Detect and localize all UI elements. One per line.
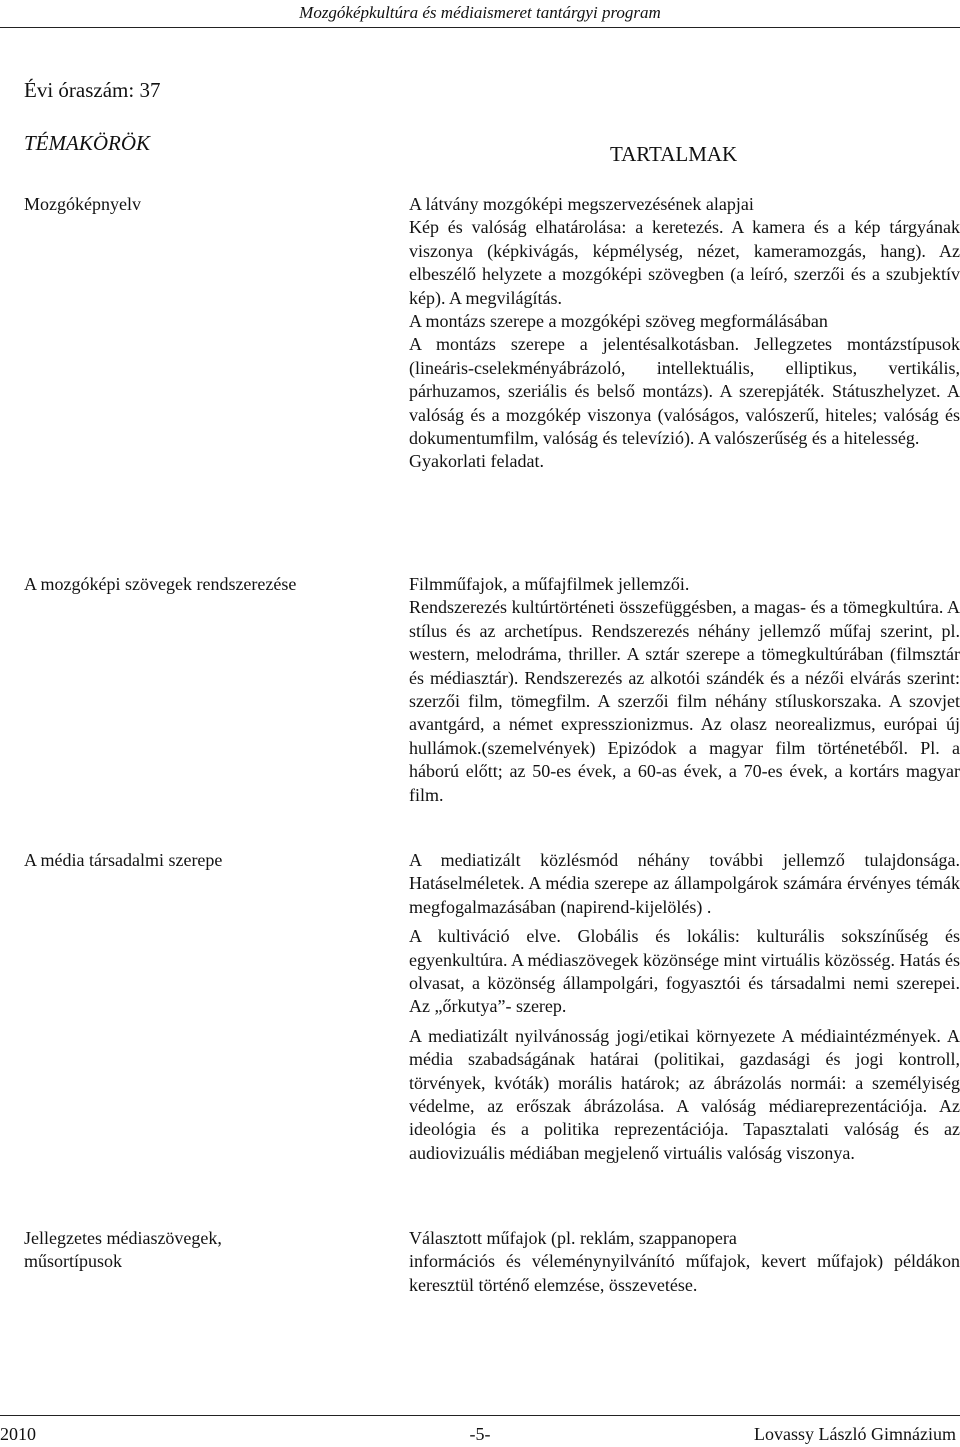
content-paragraph: A látvány mozgóképi megszervezésének alapjai <box>409 194 754 214</box>
topic-szovegek-rendszerezese: A mozgóképi szövegek rendszerezése <box>24 574 297 594</box>
content-column-3 <box>409 849 960 1165</box>
footer-page-number: -5- <box>469 1424 491 1444</box>
content-paragraph: Filmműfajok, a műfajfilmek jellemzői. <box>409 574 690 594</box>
content-paragraph: A mediatizált közlésmód néhány további jellemző tulajdonsága. Hatáselméletek. A média szerepe az állampolgárok számára érvényes témák megfogalmazásában (napirend-kijelölés) . <box>409 850 960 917</box>
content-paragraph: Választott műfajok (pl. reklám, szappanopera <box>409 1228 737 1248</box>
content-heading: TARTALMAK <box>610 142 738 166</box>
content-paragraph: A montázs szerepe a jelentésalkotásban. Jellegzetes montázstípusok (lineáris-cselekményábrázoló, intellektuális, elliptikus, vertikális, párhuzamos, szeriális és belső montázs). A szerepjáték. Státuszhelyzet. A valóság és a mozgókép viszonya (valóságos, valószerű, hiteles; valóság és dokumentumfilm, valóság és televízió). A valószerűség és a hitelesség. <box>409 334 960 449</box>
topics-heading: TÉMAKÖRÖK <box>24 131 150 155</box>
running-header: Mozgóképkultúra és médiaismeret tantárgyi program <box>299 3 661 22</box>
content-paragraph: Kép és valóság elhatárolása: a keretezés. A kamera és a kép tárgyának viszonya (képkivágás, képmélység, nézet, kameramozgás, hang). Az elbeszélő helyzete a mozgóképi szövegben (a leíró, szerzői és a szubjektív kép). A megvilágítás. <box>409 217 960 308</box>
content-paragraph: A montázs szerepe a mozgóképi szöveg megformálásában <box>409 311 828 332</box>
content-paragraph: információs és véleménynyilvánító műfajok, kevert műfajok) példákon keresztül történő elemzése, összevetése. <box>409 1251 960 1295</box>
topic-mediaszovegek-musortipusok: Jellegzetes médiaszövegek, műsortípusok <box>24 1228 222 1272</box>
content-column-2 <box>409 573 960 807</box>
annual-hours: Évi óraszám: 37 <box>24 78 161 102</box>
content-paragraph: A mediatizált nyilvánosság jogi/etikai környezete A médiaintézmények. A média szabadságának határai (politikai, gazdasági és jogi kontroll, törvények, kvóták) morális határok; az ábrázolás normái: a személyiség védelme, az erőszak ábrázolása. A valóság médiareprezentációja. Az ideológia és a politika reprezentációja. Tapasztalati valóság és az audiovizuális médiában megjelenő virtuális valóság viszonya. <box>409 1025 960 1163</box>
header-divider <box>0 27 960 28</box>
footer-divider <box>0 1415 960 1416</box>
content-paragraph: Rendszerezés kultúrtörténeti összefüggésben, a magas- és a tömegkultúra. A stílus és az archetípus. Rendszerezés néhány jellemző műfaj szerint, pl. western, melodráma, thriller. A sztár szerepe a tömegkultúrában (filmsztár és médiasztár). Rendszerezés az alkotói szándék és a nézői elvárás szerint: szerzői film, tömegfilm. A szerzői film néhány stíluskorszaka. A szovjet avantgárd, a német expresszionizmus. Az olasz neorealizmus, európai új hullámok.(szemelvények) Epizódok a magyar film történetéből. Pl. a háború előtt; az 50-es évek, a 60-as évek, a 70-es évek, a kortárs magyar film. <box>409 597 960 805</box>
content-column-4 <box>409 1227 960 1297</box>
footer-year: 2010 <box>0 1424 36 1444</box>
topic-mozgokepnyelv: Mozgóképnyelv <box>24 194 141 214</box>
content-column-1 <box>409 193 960 474</box>
topic-media-tarsadalmi-szerepe: A média társadalmi szerepe <box>24 850 223 870</box>
content-paragraph: A kultiváció elve. Globális és lokális: kulturális sokszínűség és egyenkultúra. A médiaszövegek közönsége mint virtuális közösség. Hatás és olvasat, a közönség állampolgári, fogyasztói és társadalmi nemi szerepei. Az „őrkutya”- szerep. <box>409 926 960 1017</box>
footer-school: Lovassy László Gimnázium <box>754 1424 956 1444</box>
content-paragraph: Gyakorlati feladat. <box>409 451 544 472</box>
